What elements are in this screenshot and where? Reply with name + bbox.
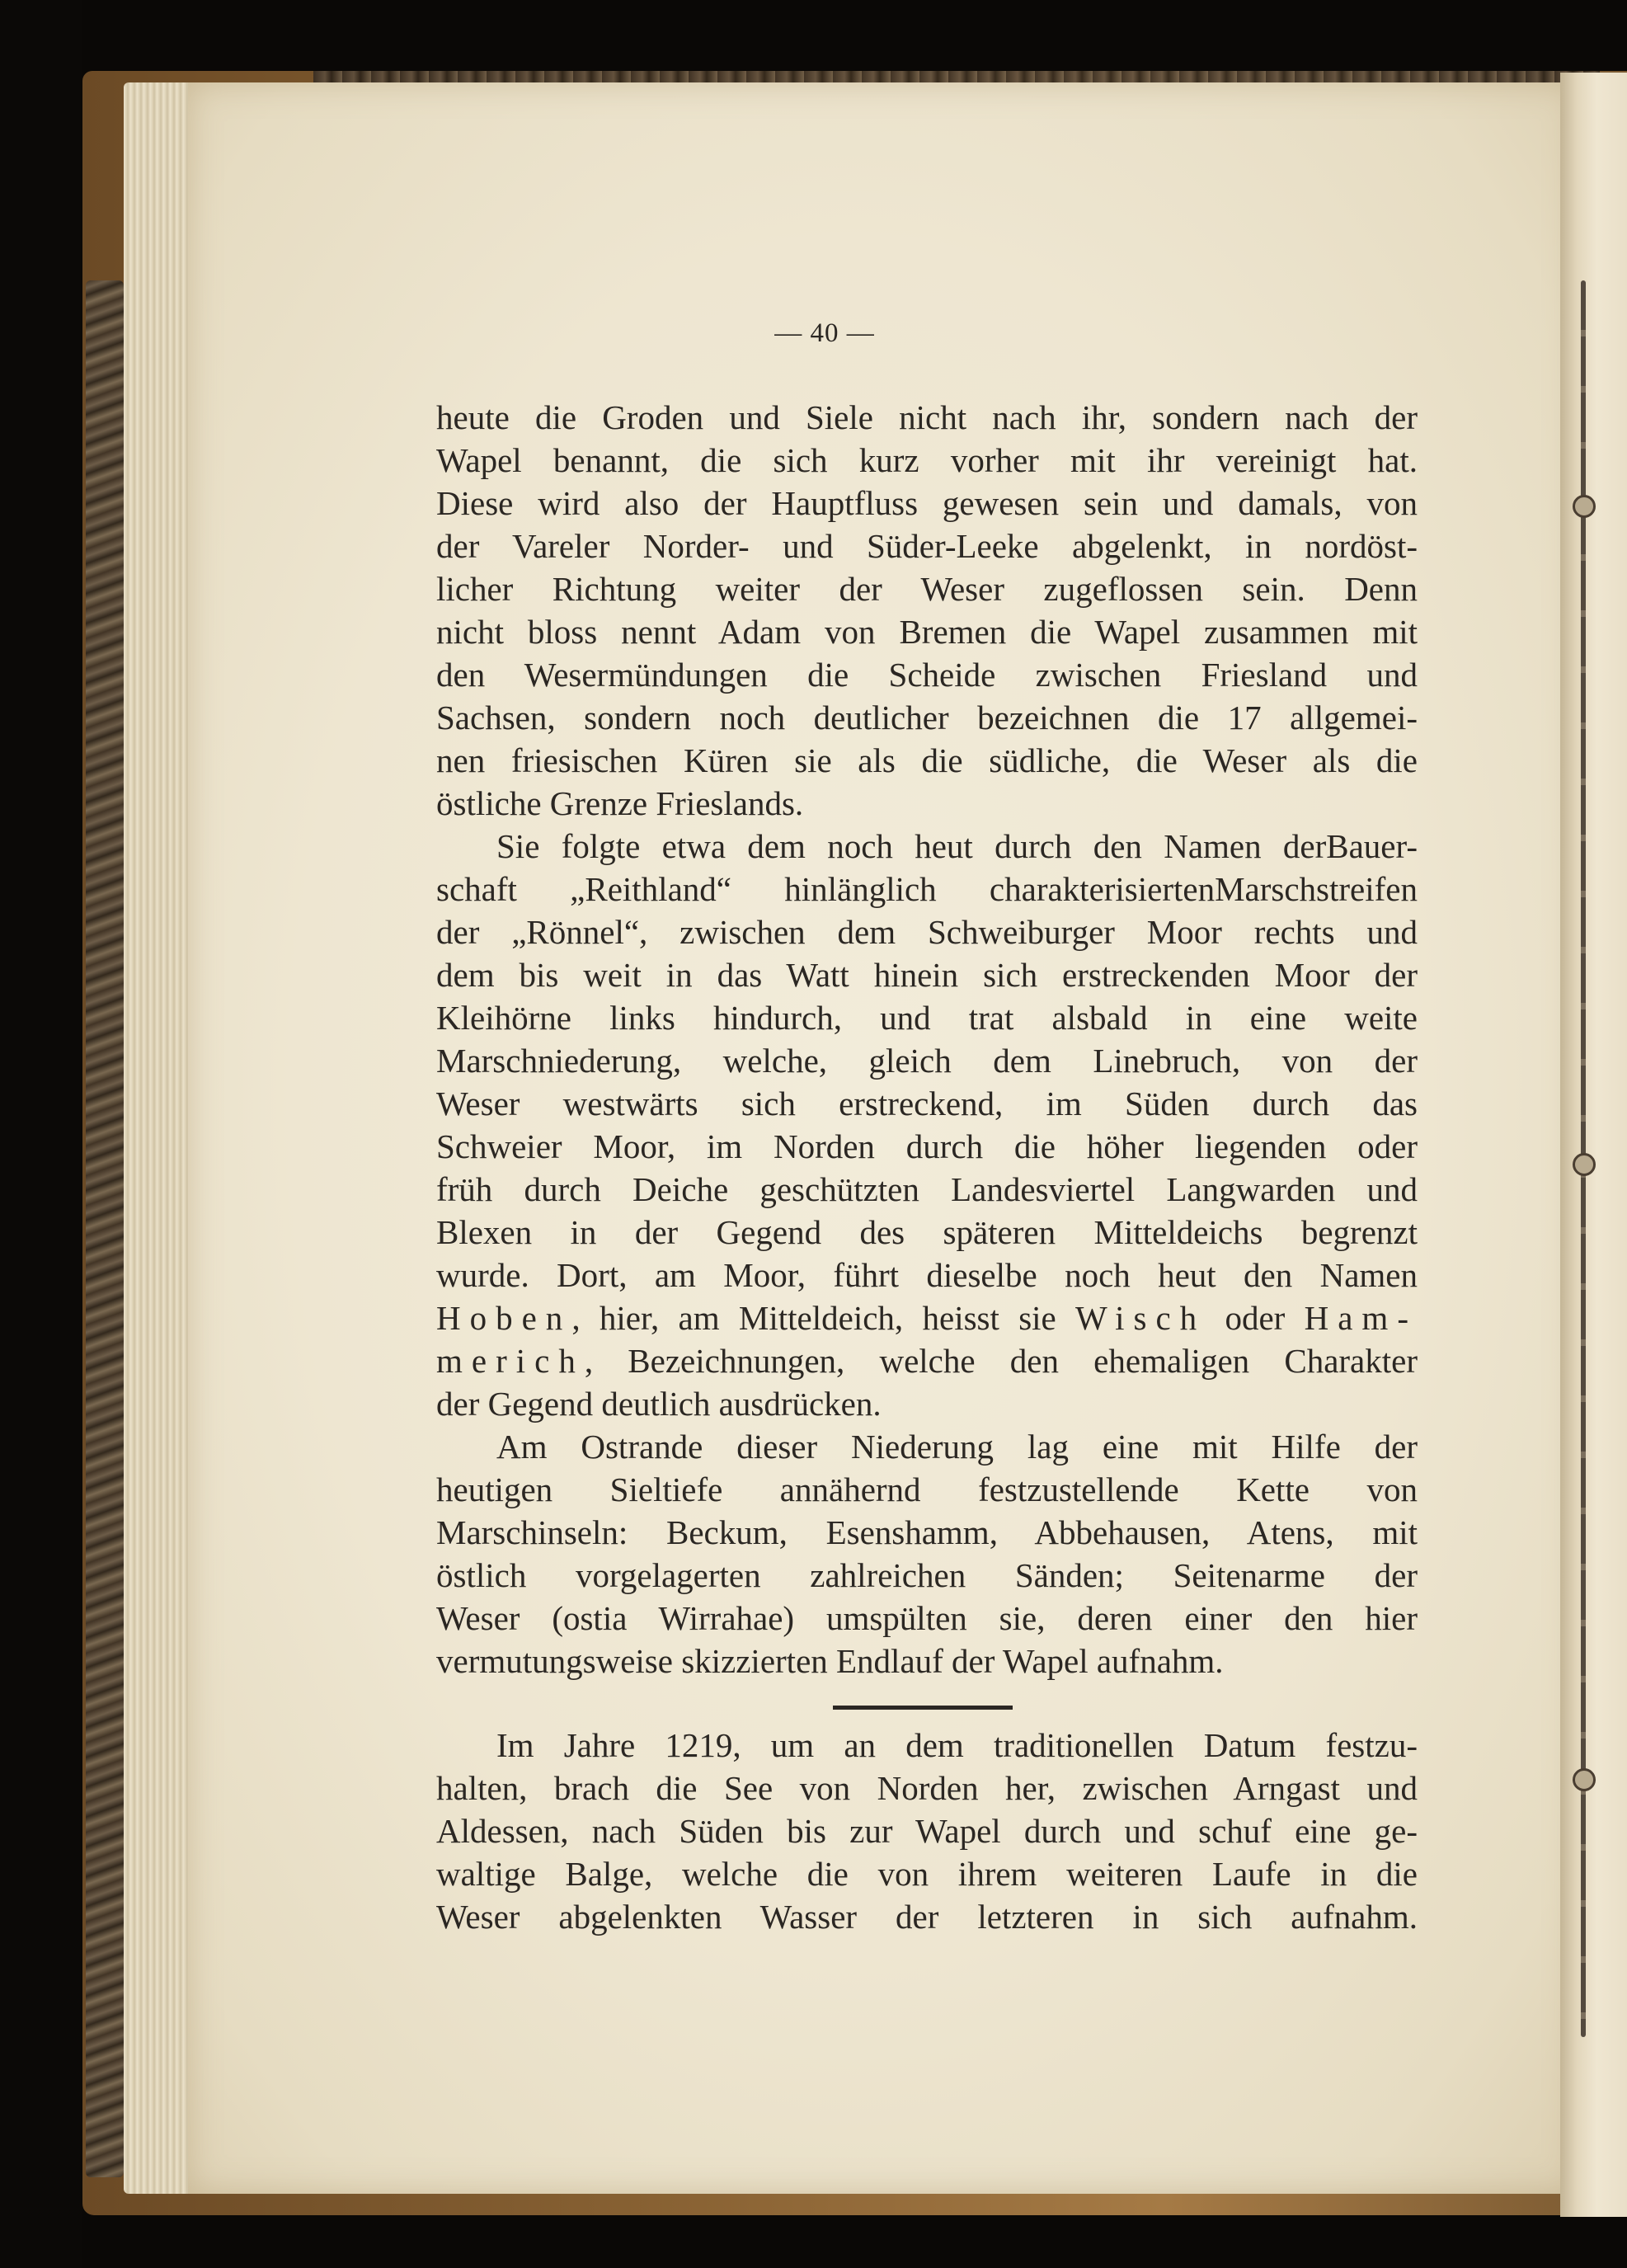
- scan-background: [0, 0, 82, 2268]
- section-divider: [833, 1706, 1013, 1710]
- spaced-word: merich: [436, 1342, 585, 1380]
- text-line: Kleihörne links hindurch, und trat alsbald in eine weite: [436, 999, 1418, 1037]
- text-run: , hier, am Mitteldeich, heisst sie: [571, 1299, 1076, 1337]
- text-line: nen friesischen Küren sie als die südliche, die Weser als die: [436, 741, 1418, 779]
- text-line: wurde. Dort, am Moor, führt dieselbe noch heut den Namen: [436, 1256, 1418, 1294]
- text-line: östlich vorgelagerten zahlreichen Sänden; Seitenarme der: [436, 1556, 1418, 1594]
- body-text-section-2: [436, 1724, 1418, 1938]
- text-run: oder: [1206, 1299, 1305, 1337]
- text-line: Marschniederung, welche, gleich dem Linebruch, von der: [436, 1042, 1418, 1080]
- text-line: Wapel benannt, die sich kurz vorher mit ihr vereinigt hat.: [436, 441, 1418, 479]
- text-line: Schweier Moor, im Norden durch die höher liegenden oder: [436, 1127, 1418, 1165]
- text-line: den Wesermündungen die Scheide zwischen Friesland und: [436, 656, 1418, 694]
- text-line: Weser abgelenkten Wasser der letzteren in sich aufnahm.: [436, 1898, 1418, 1936]
- text-line: dem bis weit in das Watt hinein sich erstreckenden Moor der: [436, 956, 1418, 994]
- text-line: Weser (ostia Wirrahae) umspülten sie, deren einer den hier: [436, 1599, 1418, 1637]
- text-line: östliche Grenze Frieslands.: [436, 784, 804, 822]
- page-stack-edge: [124, 82, 198, 2194]
- binding-stitch: [1573, 1153, 1596, 1176]
- spaced-word: Hoben: [436, 1299, 572, 1337]
- book-gutter: [1560, 73, 1627, 2217]
- binding-stitch: [1573, 1768, 1596, 1791]
- text-line: Aldessen, nach Süden bis zur Wapel durch und schuf eine ge-: [436, 1812, 1418, 1850]
- text-line: Sachsen, sondern noch deutlicher bezeichnen die 17 allgemei-: [436, 699, 1418, 736]
- text-line: Diese wird also der Hauptfluss gewesen sein und damals, von: [436, 484, 1418, 522]
- text-line: heutigen Sieltiefe annähernd festzustellende Kette von: [436, 1470, 1418, 1508]
- text-line: Blexen in der Gegend des späteren Mitteldeichs begrenzt: [436, 1213, 1418, 1251]
- text-line: der Gegend deutlich ausdrücken.: [436, 1385, 882, 1423]
- text-line: licher Richtung weiter der Weser zugeflossen sein. Denn: [436, 570, 1418, 608]
- spaced-word: Ham-: [1304, 1299, 1418, 1337]
- marbled-edge: [86, 280, 124, 2177]
- scan-background: [0, 2210, 1627, 2268]
- text-line: Weser westwärts sich erstreckend, im Süden durch das: [436, 1085, 1418, 1122]
- text-line: heute die Groden und Siele nicht nach ihr, sondern nach der: [436, 398, 1418, 436]
- text-line: Am Ostrande dieser Niederung lag eine mit Hilfe der: [496, 1428, 1418, 1466]
- spaced-word: Wisch: [1075, 1299, 1206, 1337]
- text-line: der „Rönnel“, zwischen dem Schweiburger Moor rechts und: [436, 913, 1418, 951]
- text-run: , Bezeichnungen, welche den ehemaligen Charakter: [584, 1342, 1418, 1380]
- page-number: — 40 —: [774, 318, 875, 348]
- text-line: waltige Balge, welche die von ihrem weiteren Laufe in die: [436, 1855, 1418, 1893]
- text-line: [436, 1296, 1418, 1339]
- body-text: [436, 396, 1418, 1682]
- binding-stitch: [1573, 495, 1596, 518]
- text-line: Im Jahre 1219, um an dem traditionellen Datum festzu-: [496, 1726, 1418, 1764]
- text-line: [436, 1339, 1418, 1382]
- text-line: nicht bloss nennt Adam von Bremen die Wapel zusammen mit: [436, 613, 1418, 651]
- text-line: Marschinseln: Beckum, Esenshamm, Abbehausen, Atens, mit: [436, 1513, 1418, 1551]
- text-line: der Vareler Norder- und Süder-Leeke abgelenkt, in nordöst-: [436, 527, 1418, 565]
- text-line: halten, brach die See von Norden her, zwischen Arngast und: [436, 1769, 1418, 1807]
- text-line: schaft „Reithland“ hinlänglich charakterisiertenMarschstreifen: [436, 870, 1418, 908]
- text-line: Sie folgte etwa dem noch heut durch den Namen derBauer-: [496, 827, 1418, 865]
- text-line: vermutungsweise skizzierten Endlauf der Wapel aufnahm.: [436, 1642, 1224, 1680]
- text-line: früh durch Deiche geschützten Landesviertel Langwarden und: [436, 1170, 1418, 1208]
